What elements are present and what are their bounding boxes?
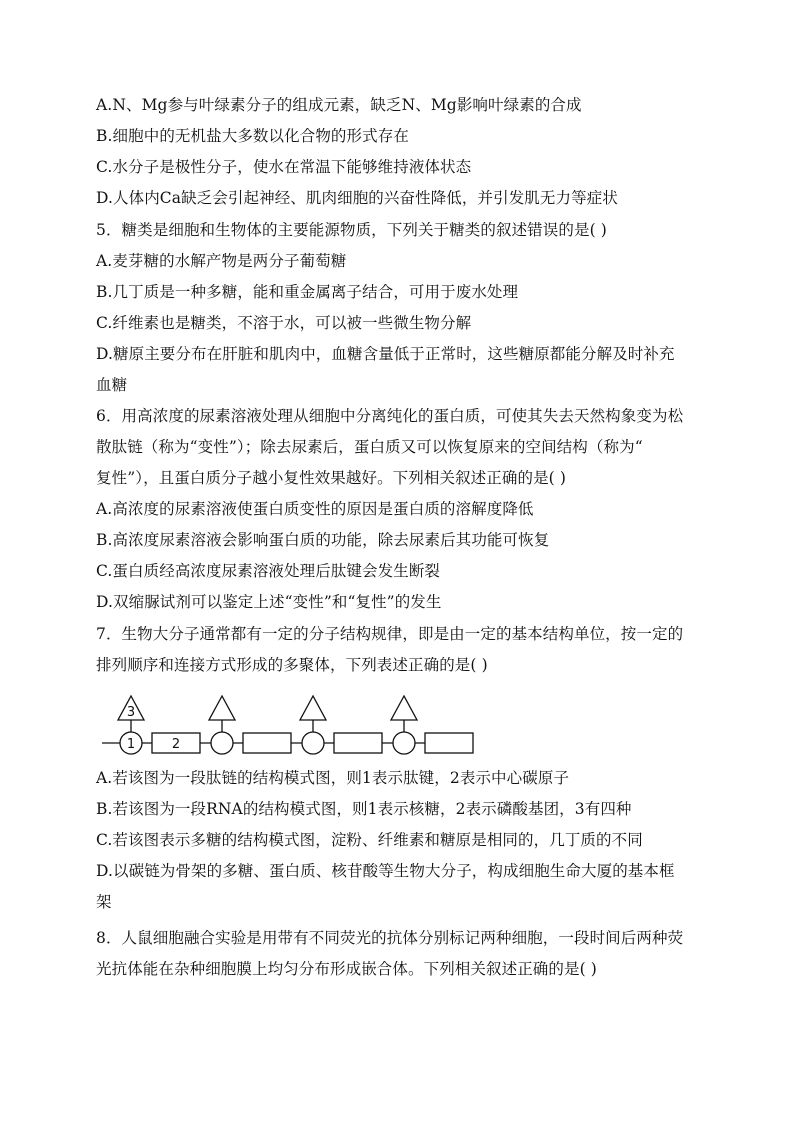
q7-option-a: A.若该图为一段肽链的结构模式图，则1表示肽键，2表示中心碳原子 [96, 769, 570, 787]
q6-option-a: A.高浓度的尿素溶液使蛋白质变性的原因是蛋白质的溶解度降低 [96, 500, 534, 518]
q7-stem-line1: 7．生物大分子通常都有一定的分子结构规律，即是由一定的基本结构单位，按一定的 [96, 625, 684, 643]
q6-stem-line2: 散肽链（称为“变性”）；除去尿素后，蛋白质又可以恢复原来的空间结构（称为“ [96, 438, 643, 456]
q7-option-b: B.若该图为一段RNA的结构模式图，则1表示核糖，2表示磷酸基团，3有四种 [96, 800, 632, 818]
q7-stem-line2: 排列顺序和连接方式形成的多聚体，下列表述正确的是( ) [96, 656, 488, 674]
q4-option-b: B.细胞中的无机盐大多数以化合物的形式存在 [96, 127, 409, 145]
q5-stem: 5．糖类是细胞和生物体的主要能源物质，下列关于糖类的叙述错误的是( ) [96, 221, 607, 239]
q6-option-b: B.高浓度尿素溶液会影响蛋白质的功能，除去尿素后其功能可恢复 [96, 531, 550, 549]
q5-option-b: B.几丁质是一种多糖，能和重金属离子结合，可用于废水处理 [96, 283, 519, 301]
side-group-triangle [209, 696, 235, 720]
q6-option-c: C.蛋白质经高浓度尿素溶液处理后肽键会发生断裂 [96, 562, 441, 580]
unit-circle [393, 732, 415, 754]
q4-option-a: A.N、Mg参与叶绿素分子的组成元素，缺乏N、Mg影响叶绿素的合成 [96, 96, 582, 114]
label-2: 2 [171, 737, 181, 752]
q5-option-d-line1: D.糖原主要分布在肝脏和肌肉中，血糖含量低于正常时，这些糖原都能分解及时补充 [96, 345, 675, 363]
link-rectangle [334, 733, 382, 753]
polymer-structure-diagram [96, 686, 496, 760]
q7-option-d-line2: 架 [96, 893, 112, 911]
link-rectangle [243, 733, 291, 753]
polymer-chain [102, 696, 473, 754]
q5-option-c: C.纤维素也是糖类，不溶于水，可以被一些微生物分解 [96, 314, 472, 332]
q8-stem-line1: 8．人鼠细胞融合实验是用带有不同荧光的抗体分别标记两种细胞，一段时间后两种荧 [96, 929, 684, 947]
side-group-triangle [391, 696, 417, 720]
q6-stem-line1: 6．用高浓度的尿素溶液处理从细胞中分离纯化的蛋白质，可使其失去天然构象变为松 [96, 407, 684, 425]
q4-option-d: D.人体内Ca缺乏会引起神经、肌肉细胞的兴奋性降低，并引发肌无力等症状 [96, 189, 618, 207]
q6-stem-line3: 复性”），且蛋白质分子越小复性效果越好。下列相关叙述正确的是( ) [96, 469, 566, 487]
q7-option-d-line1: D.以碳链为骨架的多糖、蛋白质、核苷酸等生物大分子，构成细胞生命大厦的基本框 [96, 862, 675, 880]
unit-circle [302, 732, 324, 754]
label-1: 1 [126, 737, 136, 752]
polymer-diagram-svg [96, 686, 496, 760]
q5-option-a: A.麦芽糖的水解产物是两分子葡萄糖 [96, 252, 347, 270]
q6-option-d: D.双缩脲试剂可以鉴定上述“变性”和“复性”的发生 [96, 593, 442, 611]
q7-option-c: C.若该图表示多糖的结构模式图，淀粉、纤维素和糖原是相同的，几丁质的不同 [96, 831, 643, 849]
label-3: 3 [126, 705, 136, 720]
q4-option-c: C.水分子是极性分子，使水在常温下能够维持液体状态 [96, 158, 472, 176]
side-group-triangle [300, 696, 326, 720]
q8-stem-line2: 光抗体能在杂种细胞膜上均匀分布形成嵌合体。下列相关叙述正确的是( ) [96, 960, 597, 978]
link-rectangle [425, 733, 473, 753]
q5-option-d-line2: 血糖 [96, 376, 128, 394]
unit-circle [211, 732, 233, 754]
